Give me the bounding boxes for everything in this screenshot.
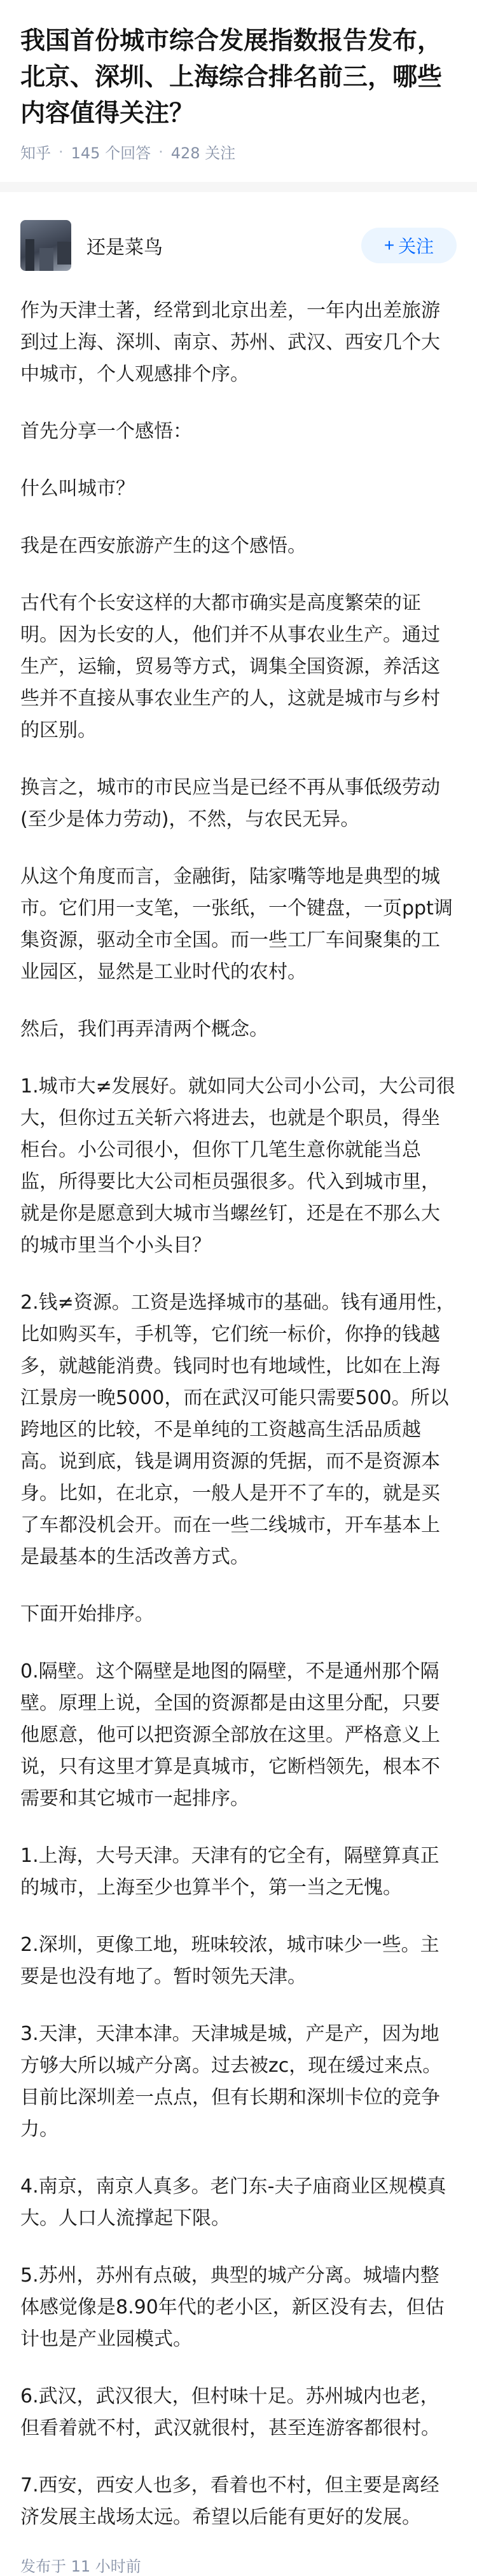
question-title[interactable]: 我国首份城市综合发展指数报告发布，北京、深圳、上海综合排名前三，哪些内容值得关注？: [20, 27, 443, 128]
paragraph: 1.上海，大号天津。天津有的它全有，隔壁算真正的城市，上海至少也算半个，第一当之无愧。: [20, 1845, 439, 1899]
follow-button[interactable]: [361, 228, 457, 263]
paragraph: 5.苏州，苏州有点破，典型的城产分离。城墙内整体感觉像是8.90年代的老小区，新区没有去，但估计也是产业园模式。: [20, 2264, 445, 2350]
paragraph: 古代有个长安这样的大都市确实是高度繁荣的证明。因为长安的人，他们并不从事农业生产。通过生产，运输，贸易等方式，调集全国资源，养活这些并不直接从事农业生产的人，这就是城市与乡村的区别。: [20, 592, 440, 741]
avatar[interactable]: [20, 220, 71, 271]
meta-separator: ·: [59, 142, 64, 161]
paragraph: 0.隔壁。这个隔壁是地图的隔壁，不是通州那个隔壁。原理上说，全国的资源都是由这里分配，只要他愿意，他可以把资源全部放在这里。严格意义上说，只有这里才算是真城市，它断档领先，根本不需要和其它城市一起排序。: [20, 1660, 440, 1810]
paragraph: 我是在西安旅游产生的这个感悟。: [20, 535, 307, 557]
source-label: 知乎: [20, 144, 51, 162]
paragraph: 3.天津，天津本津。天津城是城，产是产，因为地方够大所以城产分离。过去被zc，现在缓过来点。目前比深圳差一点点，但有长期和深圳卡位的竞争力。: [20, 2023, 442, 2140]
follower-count: 428 关注: [170, 144, 236, 162]
answer-content: [20, 273, 457, 2533]
answer-count[interactable]: 145 个回答: [71, 144, 151, 162]
author-name[interactable]: 还是菜鸟: [86, 237, 163, 259]
paragraph: 下面开始排序。: [20, 1603, 154, 1625]
paragraph: 然后，我们再弄清两个概念。: [20, 1018, 268, 1040]
paragraph: 4.南京，南京人真多。老门东-夫子庙商业区规模真大。人口人流撑起下限。: [20, 2175, 446, 2229]
author-row: [20, 192, 457, 273]
paragraph: 首先分享一个感悟：: [20, 420, 192, 443]
paragraph: 6.武汉，武汉很大，但村味十足。苏州城内也老，但看着就不村，武汉就很村，甚至连游客都很村。: [20, 2385, 440, 2439]
plus-icon: +: [384, 235, 395, 255]
paragraph: 7.西安，西安人也多，看着也不村，但主要是离经济发展主战场太远。希望以后能有更好的发展。: [20, 2474, 439, 2528]
meta-separator: ·: [158, 142, 163, 161]
section-divider: [0, 182, 477, 192]
publish-time: 发布于 11 小时前: [20, 2558, 141, 2575]
paragraph: 什么叫城市？: [20, 478, 135, 500]
paragraph: 2.深圳，更像工地，班味较浓，城市味少一些。主要是也没有地了。暂时领先天津。: [20, 1934, 439, 1988]
paragraph: 1.城市大≠发展好。就如同大公司小公司，大公司很大，但你过五关斩六将进去，也就是个职员，得坐柜台。小公司很小，但你丅几笔生意你就能当总监，所得要比大公司柜员强很多。代入到城市里，就是你是愿意到大城市当螺丝钉，还是在不那么大的城市里当个小头目？: [20, 1075, 455, 1257]
paragraph: 从这个角度而言，金融街，陆家嘴等地是典型的城市。它们用一支笔，一张纸，一个键盘，一页ppt调集资源，驱动全市全国。而一些工厂车间聚集的工业园区，显然是工业时代的农村。: [20, 865, 453, 983]
follow-label: 关注: [398, 237, 434, 256]
paragraph: 换言之，城市的市民应当是已经不再从事低级劳动(至少是体力劳动)，不然，与农民无异。: [20, 776, 440, 830]
paragraph: 2.钱≠资源。工资是选择城市的基础。钱有通用性，比如购买车，手机等，它们统一标价，你挣的钱越多，就越能消费。钱同时也有地域性，比如在上海江景房一晚5000，而在武汉可能只需要500。所以跨地区的比较，不是单纯的工资越高生活品质越高。说到底，钱是调用资源的凭据，而不是资源本身。比如，在北京，一般人是开不了车的，就是买了车都没机会开。而在一些二线城市，开车基本上是最基本的生活改善方式。: [20, 1291, 455, 1568]
paragraph: 作为天津土著，经常到北京出差，一年内出差旅游到过上海、深圳、南京、苏州、武汉、西安几个大中城市，个人观感排个序。: [20, 300, 440, 385]
question-meta: [20, 141, 457, 163]
